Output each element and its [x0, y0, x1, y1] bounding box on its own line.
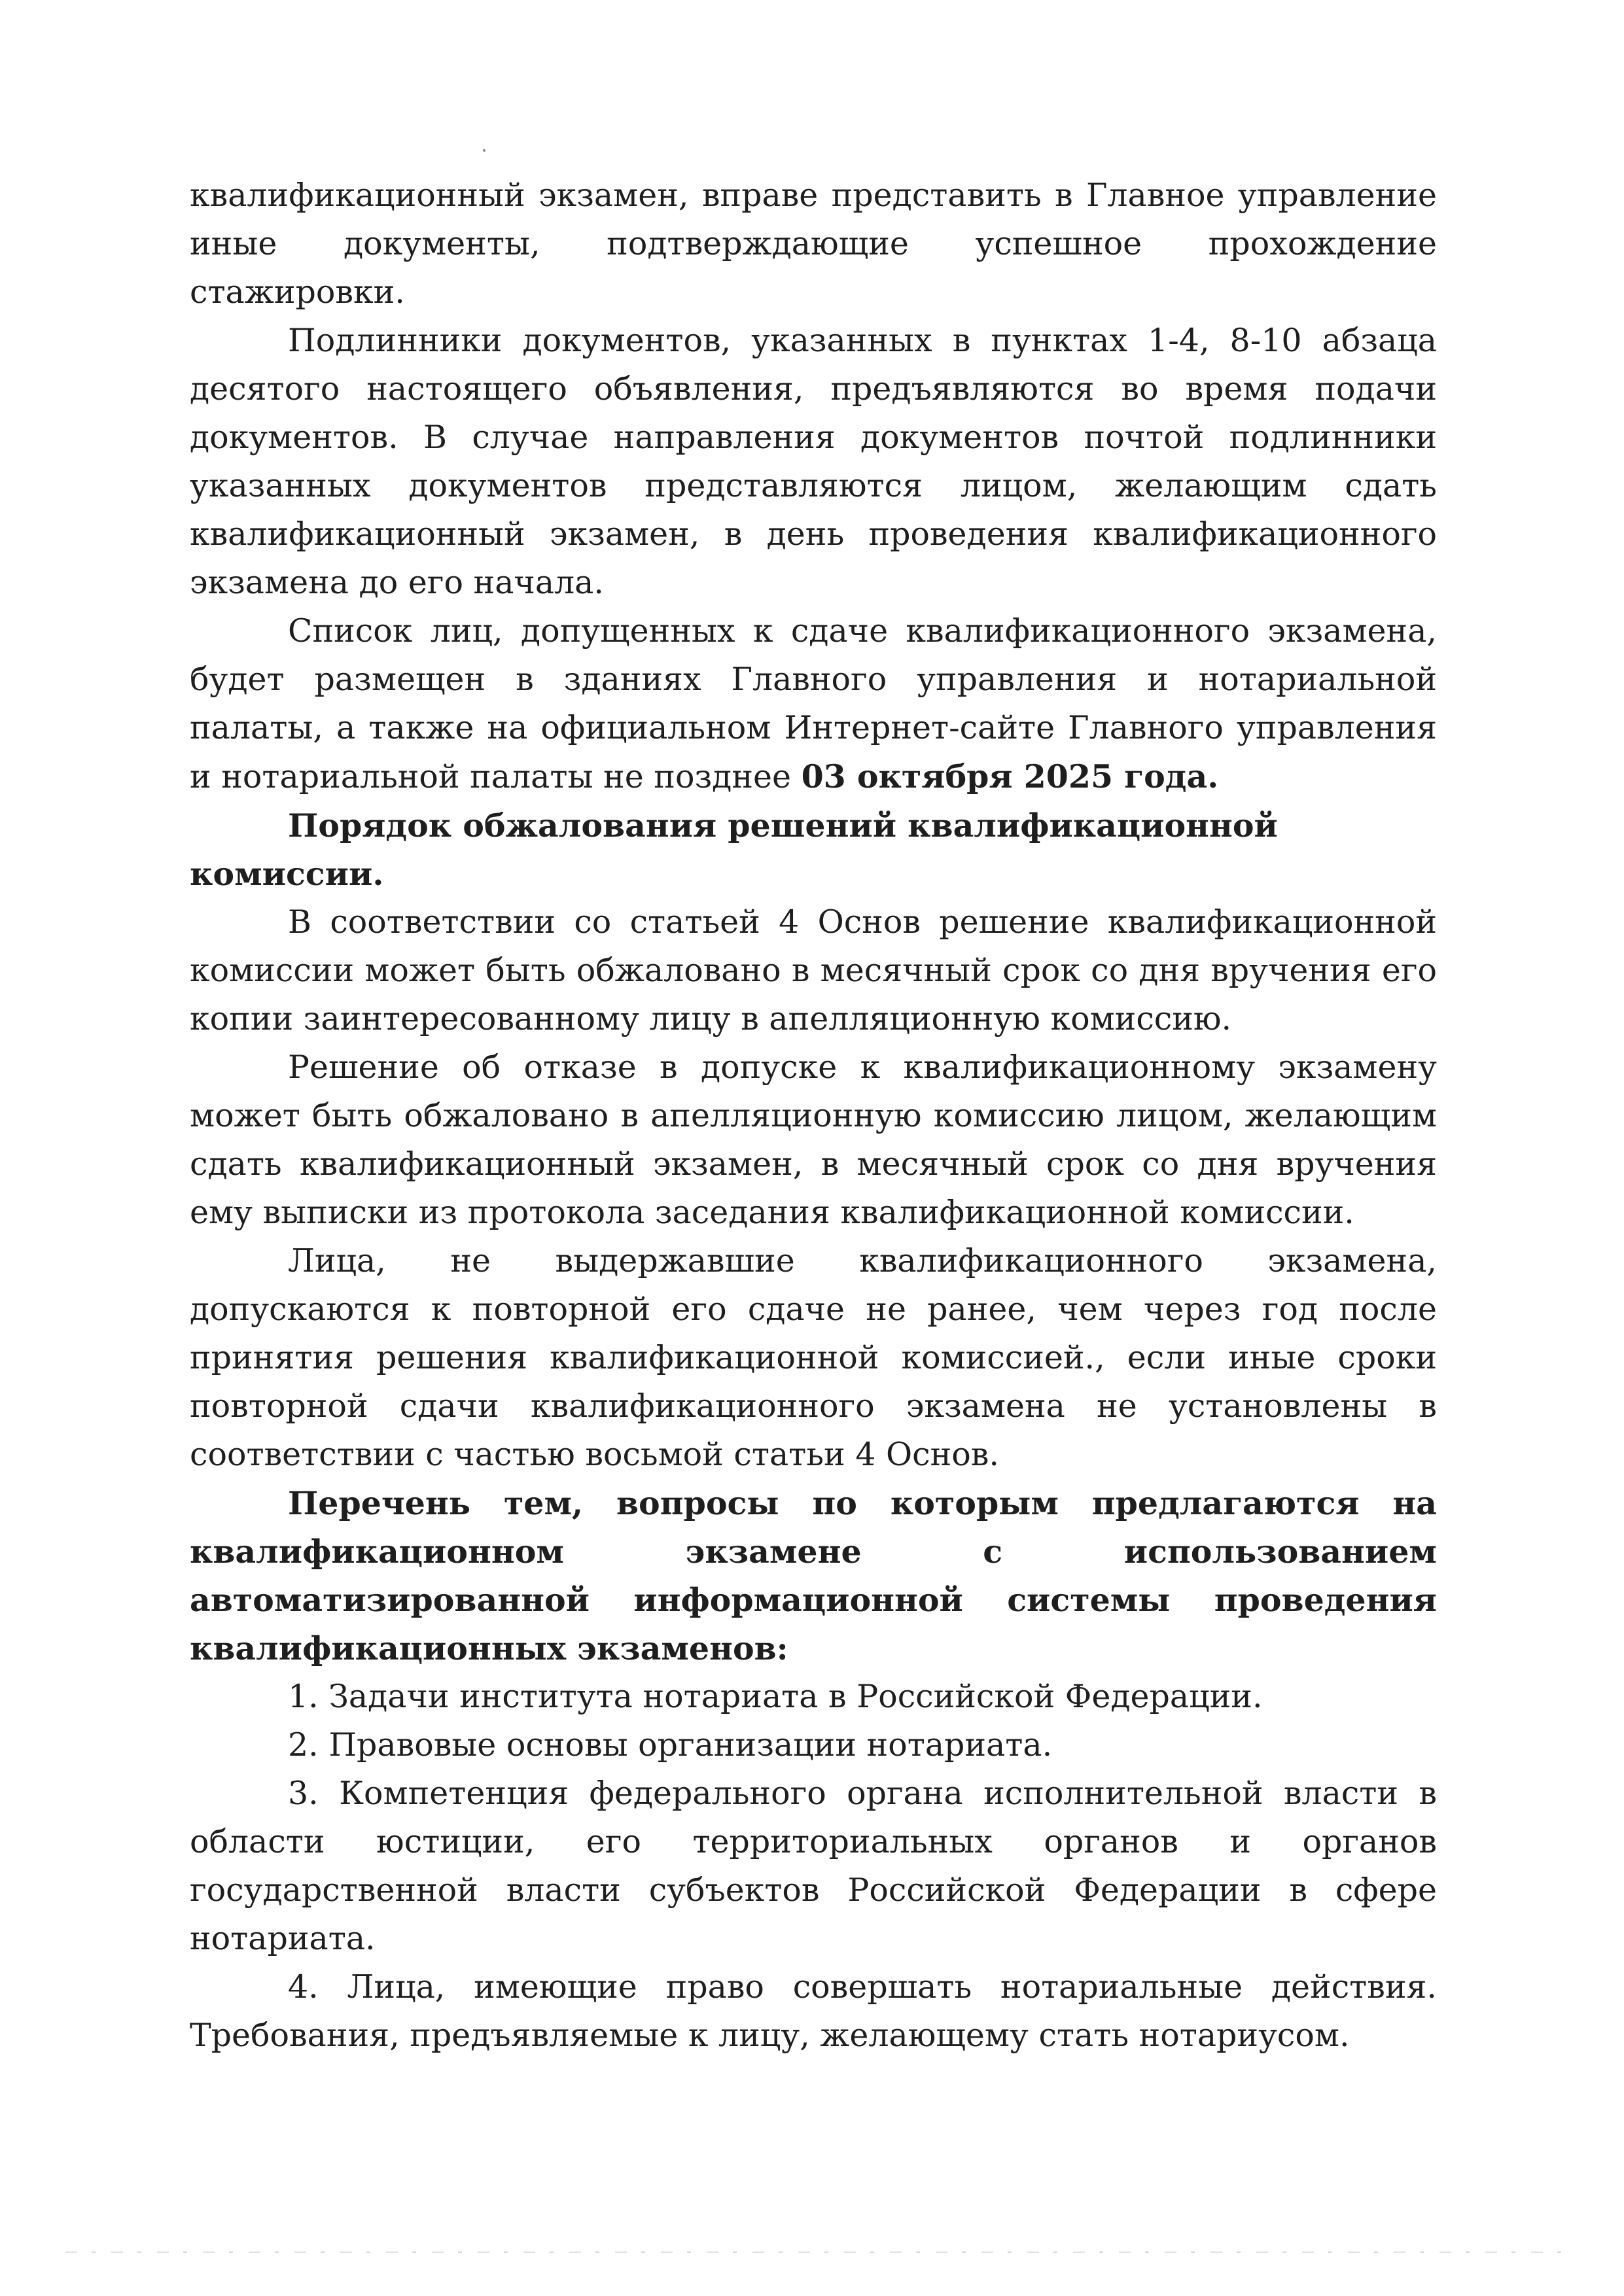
paragraph-appeal-term: В соответствии со статьей 4 Основ решение квалификационной комиссии может быть обжаловано в месячный срок со дня вручения его копии заинтересованному лицу в апелляционную комиссию.: [190, 903, 1437, 1037]
document-page: [190, 171, 1437, 2060]
topic-item: 4. Лица, имеющие право совершать нотариальные действия. Требования, предъявляемые к лицу, желающему стать нотариусом.: [190, 1968, 1437, 2054]
scan-speck: [483, 149, 485, 152]
paragraph-admission-refusal: Решение об отказе в допуске к квалификационному экзамену может быть обжаловано в апелляционную комиссию лицом, желающим сдать квалификационный экзамен, в месячный срок со дня вручения ему выписки из протокола заседания квалификационной комиссии.: [190, 1049, 1437, 1231]
heading-exam-topics: Перечень тем, вопросы по которым предлагаются на квалификационном экзамене с использованием автоматизированной информационной системы проведения квалификационных экзаменов:: [190, 1484, 1437, 1667]
topic-item: 3. Компетенция федерального органа исполнительной власти в области юстиции, его территориальных органов и органов государственной власти субъектов Российской Федерации в сфере нотариата.: [190, 1775, 1437, 1957]
paragraph-admitted-list: [190, 607, 1437, 801]
admitted-list-date: 03 октября 2025 года.: [801, 757, 1219, 795]
paragraph-retake: Лица, не выдержавшие квалификационного экзамена, допускаются к повторной его сдаче не ранее, чем через год после принятия решения квалификационной комиссией., если иные сроки повторной сдачи квалификационного экзамена не установлены в соответствии с частью восьмой статьи 4 Основ.: [190, 1242, 1437, 1473]
admitted-list-text: Список лиц, допущенных к сдаче квалификационного экзамена, будет размещен в зданиях Главного управления и нотариальной палаты, а также на официальном Интернет-сайте Главного управления и нотариальной палаты не позднее: [190, 612, 1437, 795]
paragraph-originals: Подлинники документов, указанных в пунктах 1-4, 8-10 абзаца десятого настоящего объявления, предъявляются во время подачи документов. В случае направления документов почтой подлинники указанных документов представляются лицом, желающим сдать квалификационный экзамен, в день проведения квалификационного экзамена до его начала.: [190, 322, 1437, 601]
topic-item: 1. Задачи института нотариата в Российской Федерации.: [288, 1678, 1263, 1715]
heading-appeal-procedure: Порядок обжалования решений квалификационной комиссии.: [190, 807, 1278, 893]
paragraph-exam-documents: квалификационный экзамен, вправе представить в Главное управление иные документы, подтверждающие успешное прохождение стажировки.: [190, 177, 1437, 311]
topic-item: 2. Правовые основы организации нотариата.: [288, 1726, 1053, 1764]
scan-noise-line: [65, 2252, 1570, 2253]
